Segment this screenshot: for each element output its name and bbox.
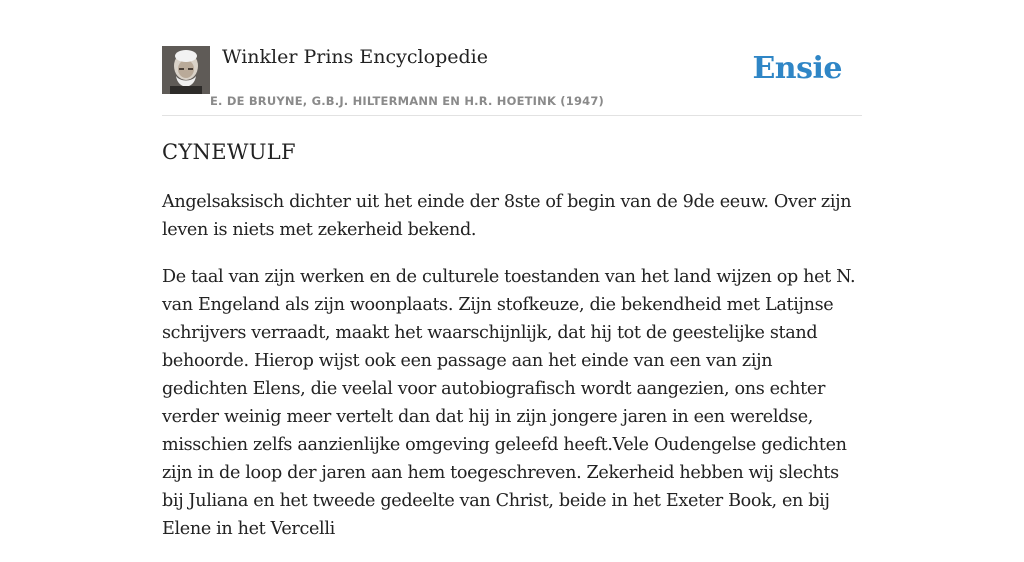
- article-title: CYNEWULF: [162, 140, 296, 164]
- article-paragraph: Angelsaksisch dichter uit het einde der 8ste of begin van de 9de eeuw. Over zijn leven is niets met zekerheid bekend.: [162, 192, 852, 240]
- source-authors: E. DE BRUYNE, G.B.J. HILTERMANN EN H.R. HOETINK (1947): [210, 94, 605, 108]
- header-divider: [162, 115, 862, 116]
- author-avatar[interactable]: [162, 46, 210, 94]
- article: [162, 140, 862, 562]
- source-title[interactable]: Winkler Prins Encyclopedie: [222, 46, 488, 68]
- author-portrait-icon: [162, 46, 210, 94]
- source-header: [162, 46, 862, 116]
- article-paragraph: De taal van zijn werken en de culturele toestanden van het land wijzen op het N. van Engeland als zijn woonplaats. Zijn stofkeuze, die bekendheid met Latijnse schrijvers verraadt, maakt het waarschijnlijk, dat hij tot de geestelijke stand behoorde. Hierop wijst ook een passage aan het einde van een van zijn gedichten Elens, die veelal voor autobiografisch wordt aangezien, ons echter verder weinig meer vertelt dan dat hij in zijn jongere jaren in een wereldse, misschien zelfs aanzienlijke omgeving geleefd heeft.Vele Oudengelse gedichten zijn in de loop der jaren aan hem toegeschreven. Zekerheid hebben wij slechts bij Juliana en het tweede gedeelte van Christ, beide in het Exeter Book, en bij Elene in het Vercelli: [162, 267, 856, 539]
- brand-logo[interactable]: Ensie: [752, 51, 842, 86]
